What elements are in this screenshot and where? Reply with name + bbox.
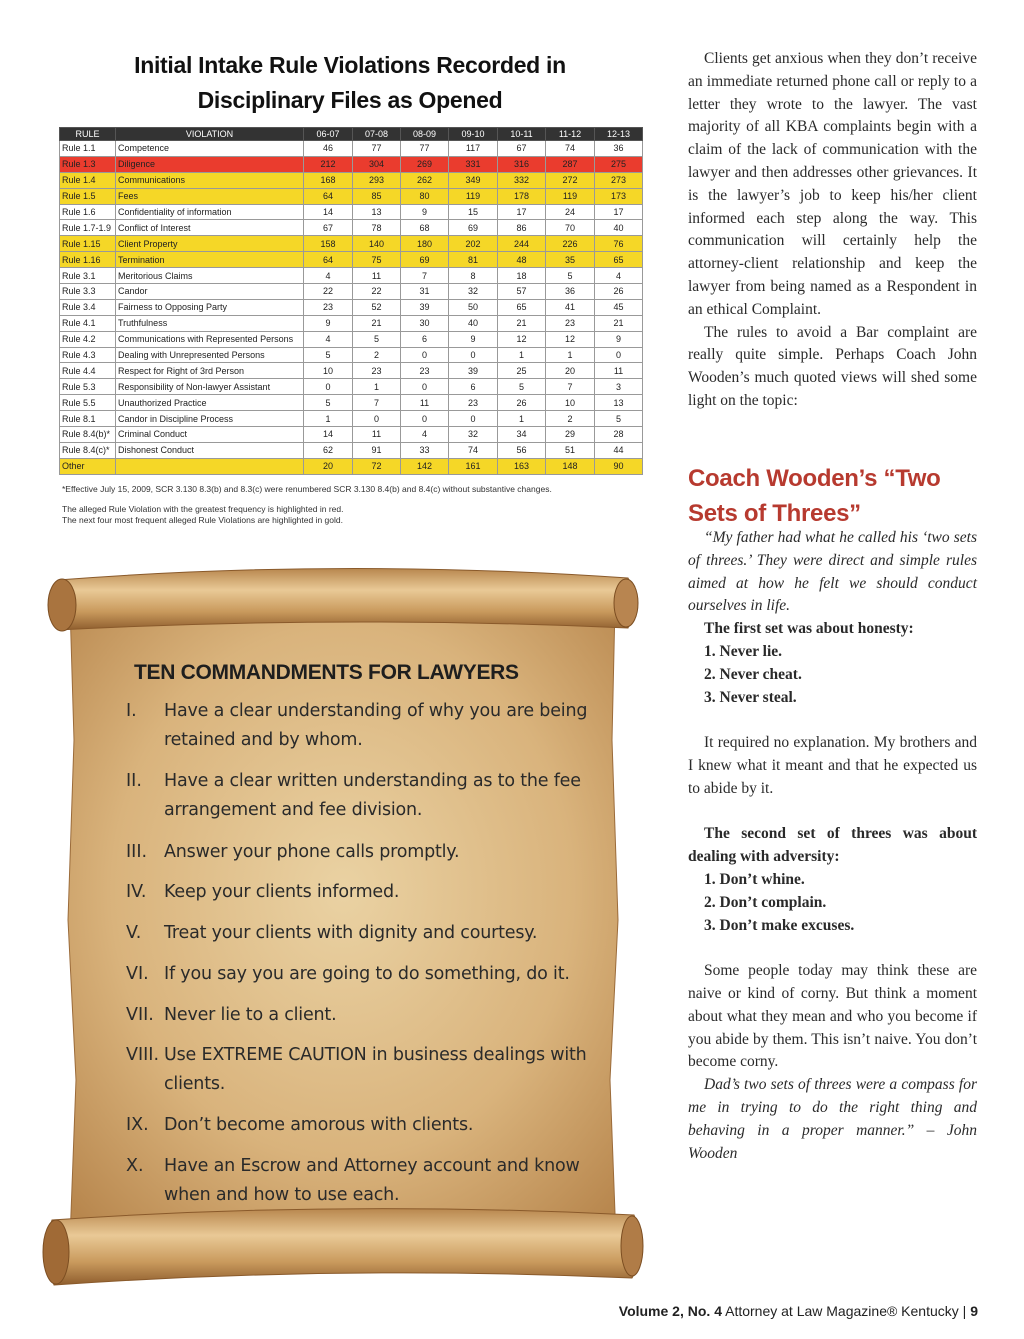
footer-magazine: Attorney at Law Magazine® Kentucky <box>725 1303 959 1319</box>
violations-table <box>59 127 643 475</box>
count-cell: 119 <box>449 188 498 204</box>
rule-cell: Rule 3.1 <box>60 268 116 284</box>
rule-cell: Rule 4.4 <box>60 363 116 379</box>
count-cell: 48 <box>498 252 546 268</box>
count-cell: 3 <box>595 379 643 395</box>
violation-cell: Confidentiality of information <box>116 204 304 220</box>
count-cell: 31 <box>401 284 449 300</box>
count-cell: 168 <box>304 172 353 188</box>
rule-cell: Rule 4.2 <box>60 331 116 347</box>
count-cell: 7 <box>546 379 595 395</box>
count-cell: 26 <box>595 284 643 300</box>
table-row <box>60 172 643 188</box>
count-cell: 244 <box>498 236 546 252</box>
article-paragraph: Clients get anxious when they don’t receive an immediate returned phone call or reply to a letter they wrote to the lawyer. The vast majority of all KBA complaints begin with a claim of the lack of communication with the lawyer and then addresses other grievances. It is the lawyer’s job to keep his/her client informed each step along the way. This communication will certainly help the attorney-client relationship and keep the lawyer from being named as a Respondent in an ethical Complaint. <box>688 50 977 318</box>
count-cell: 67 <box>304 220 353 236</box>
violation-cell: Respect for Right of 3rd Person <box>116 363 304 379</box>
count-cell: 44 <box>595 442 643 458</box>
count-cell: 74 <box>449 442 498 458</box>
count-cell: 32 <box>449 427 498 443</box>
column-header: 06-07 <box>304 128 353 141</box>
count-cell: 64 <box>304 188 353 204</box>
rule-cell: Rule 8.4(b)* <box>60 427 116 443</box>
violation-cell: Candor in Discipline Process <box>116 411 304 427</box>
count-cell: 56 <box>498 442 546 458</box>
set1-item: 3. Never steal. <box>704 688 797 706</box>
count-cell: 331 <box>449 156 498 172</box>
commandment-text: Have a clear understanding of why you are being retained and by whom. <box>164 701 588 750</box>
table-row <box>60 188 643 204</box>
commandment-text: Never lie to a client. <box>164 1005 337 1025</box>
footer-volume: Volume 2, No. 4 <box>618 1303 722 1319</box>
table-row <box>60 299 643 315</box>
count-cell: 11 <box>353 268 401 284</box>
table-notes <box>62 484 652 526</box>
count-cell: 21 <box>595 315 643 331</box>
count-cell: 74 <box>546 141 595 157</box>
table-title-line1: Initial Intake Rule Violations Recorded in <box>134 52 566 78</box>
violation-cell: Competence <box>116 141 304 157</box>
count-cell: 51 <box>546 442 595 458</box>
count-cell: 76 <box>595 236 643 252</box>
count-cell: 10 <box>304 363 353 379</box>
count-cell: 140 <box>353 236 401 252</box>
count-cell: 0 <box>304 379 353 395</box>
commandment-text: Keep your clients informed. <box>164 882 400 902</box>
count-cell: 0 <box>401 379 449 395</box>
count-cell: 173 <box>595 188 643 204</box>
commandment-text: Have an Escrow and Attorney account and know when and how to use each. <box>164 1156 580 1205</box>
count-cell: 161 <box>449 458 498 474</box>
legend-red: The alleged Rule Violation with the greatest frequency is highlighted in red. <box>62 504 344 514</box>
table-row <box>60 220 643 236</box>
count-cell: 7 <box>401 268 449 284</box>
count-cell: 6 <box>449 379 498 395</box>
count-cell: 0 <box>401 347 449 363</box>
rule-cell: Rule 4.3 <box>60 347 116 363</box>
violation-cell: Meritorious Claims <box>116 268 304 284</box>
count-cell: 57 <box>498 284 546 300</box>
count-cell: 1 <box>498 347 546 363</box>
count-cell: 4 <box>304 331 353 347</box>
count-cell: 77 <box>353 141 401 157</box>
count-cell: 262 <box>401 172 449 188</box>
column-header: 11-12 <box>546 128 595 141</box>
count-cell: 30 <box>401 315 449 331</box>
table-row <box>60 204 643 220</box>
footer-separator: | <box>962 1303 967 1319</box>
column-header: RULE <box>60 128 116 141</box>
count-cell: 2 <box>353 347 401 363</box>
commandment-number: II. <box>126 771 142 791</box>
count-cell: 40 <box>449 315 498 331</box>
count-cell: 36 <box>546 284 595 300</box>
count-cell: 75 <box>353 252 401 268</box>
count-cell: 24 <box>546 204 595 220</box>
table-row <box>60 141 643 157</box>
column-header: 08-09 <box>401 128 449 141</box>
count-cell: 17 <box>498 204 546 220</box>
count-cell: 77 <box>401 141 449 157</box>
count-cell: 91 <box>353 442 401 458</box>
violation-cell: Dealing with Unrepresented Persons <box>116 347 304 363</box>
count-cell: 158 <box>304 236 353 252</box>
violation-cell: Criminal Conduct <box>116 427 304 443</box>
column-header: 09-10 <box>449 128 498 141</box>
count-cell: 23 <box>401 363 449 379</box>
count-cell: 40 <box>595 220 643 236</box>
violation-cell: Communications with Represented Persons <box>116 331 304 347</box>
count-cell: 85 <box>353 188 401 204</box>
table-row <box>60 284 643 300</box>
count-cell: 1 <box>353 379 401 395</box>
count-cell: 65 <box>498 299 546 315</box>
table-row <box>60 427 643 443</box>
commandment-text: Use EXTREME CAUTION in business dealings with clients. <box>164 1045 587 1094</box>
count-cell: 0 <box>401 411 449 427</box>
rule-cell: Rule 3.4 <box>60 299 116 315</box>
set2-item: 2. Don’t complain. <box>704 893 827 911</box>
count-cell: 90 <box>595 458 643 474</box>
violation-cell: Diligence <box>116 156 304 172</box>
rule-cell: Rule 1.5 <box>60 188 116 204</box>
rule-cell: Rule 1.1 <box>60 141 116 157</box>
rule-cell: Rule 5.5 <box>60 395 116 411</box>
violation-cell: Unauthorized Practice <box>116 395 304 411</box>
count-cell: 20 <box>546 363 595 379</box>
count-cell: 46 <box>304 141 353 157</box>
violation-cell <box>116 458 304 474</box>
count-cell: 269 <box>401 156 449 172</box>
rule-cell: Rule 3.3 <box>60 284 116 300</box>
count-cell: 11 <box>353 427 401 443</box>
count-cell: 32 <box>449 284 498 300</box>
count-cell: 12 <box>546 331 595 347</box>
count-cell: 332 <box>498 172 546 188</box>
count-cell: 23 <box>304 299 353 315</box>
count-cell: 39 <box>401 299 449 315</box>
count-cell: 23 <box>353 363 401 379</box>
count-cell: 0 <box>595 347 643 363</box>
count-cell: 28 <box>595 427 643 443</box>
count-cell: 272 <box>546 172 595 188</box>
rule-cell: Other <box>60 458 116 474</box>
count-cell: 14 <box>304 204 353 220</box>
wooden-quote <box>688 527 977 1165</box>
count-cell: 11 <box>595 363 643 379</box>
count-cell: 178 <box>498 188 546 204</box>
commandment-text: Don’t become amorous with clients. <box>164 1115 474 1135</box>
quote-closing: Dad’s two sets of threes were a compass for me in trying to do the right thing and behaving in a proper manner.” – John Wooden <box>688 1076 977 1162</box>
count-cell: 62 <box>304 442 353 458</box>
table-row <box>60 315 643 331</box>
count-cell: 6 <box>401 331 449 347</box>
count-cell: 34 <box>498 427 546 443</box>
count-cell: 4 <box>401 427 449 443</box>
count-cell: 67 <box>498 141 546 157</box>
count-cell: 18 <box>498 268 546 284</box>
count-cell: 33 <box>401 442 449 458</box>
count-cell: 14 <box>304 427 353 443</box>
set2-item: 3. Don’t make excuses. <box>704 916 855 934</box>
table-row <box>60 236 643 252</box>
count-cell: 304 <box>353 156 401 172</box>
count-cell: 41 <box>546 299 595 315</box>
column-header: 07-08 <box>353 128 401 141</box>
count-cell: 64 <box>304 252 353 268</box>
count-cell: 25 <box>498 363 546 379</box>
count-cell: 69 <box>401 252 449 268</box>
count-cell: 119 <box>546 188 595 204</box>
count-cell: 0 <box>449 411 498 427</box>
violation-cell: Dishonest Conduct <box>116 442 304 458</box>
violation-cell: Communications <box>116 172 304 188</box>
count-cell: 226 <box>546 236 595 252</box>
commandment-text: Treat your clients with dignity and courtesy. <box>164 923 538 943</box>
violation-cell: Client Property <box>116 236 304 252</box>
count-cell: 80 <box>401 188 449 204</box>
count-cell: 4 <box>304 268 353 284</box>
count-cell: 78 <box>353 220 401 236</box>
count-cell: 9 <box>304 315 353 331</box>
commandment-number: IV. <box>126 882 147 902</box>
commandment-number: VII. <box>126 1005 154 1025</box>
count-cell: 10 <box>546 395 595 411</box>
table-row <box>60 363 643 379</box>
count-cell: 12 <box>498 331 546 347</box>
rule-cell: Rule 4.1 <box>60 315 116 331</box>
rule-cell: Rule 8.1 <box>60 411 116 427</box>
count-cell: 117 <box>449 141 498 157</box>
count-cell: 212 <box>304 156 353 172</box>
count-cell: 202 <box>449 236 498 252</box>
count-cell: 5 <box>304 347 353 363</box>
count-cell: 275 <box>595 156 643 172</box>
count-cell: 35 <box>546 252 595 268</box>
count-cell: 0 <box>353 411 401 427</box>
count-cell: 7 <box>353 395 401 411</box>
table-row <box>60 331 643 347</box>
rule-cell: Rule 1.4 <box>60 172 116 188</box>
count-cell: 39 <box>449 363 498 379</box>
count-cell: 9 <box>401 204 449 220</box>
table-title-line2: Disciplinary Files as Opened <box>197 87 503 113</box>
table-header-row <box>60 128 643 141</box>
table-row <box>60 268 643 284</box>
rule-cell: Rule 1.7-1.9 <box>60 220 116 236</box>
count-cell: 23 <box>449 395 498 411</box>
count-cell: 5 <box>304 395 353 411</box>
table-row <box>60 411 643 427</box>
article-paragraph: The rules to avoid a Bar complaint are really quite simple. Perhaps Coach John Wooden’s much quoted views will shed some light on the topic: <box>688 323 977 409</box>
commandment-text: Answer your phone calls promptly. <box>164 842 460 862</box>
count-cell: 5 <box>353 331 401 347</box>
commandments-title: TEN COMMANDMENTS FOR LAWYERS <box>134 661 519 684</box>
commandment-number: VI. <box>126 964 149 984</box>
violation-cell: Termination <box>116 252 304 268</box>
commandment-number: V. <box>126 923 142 943</box>
section-heading: Coach Wooden’s “Two Sets of Threes” <box>688 465 941 527</box>
table-row <box>60 379 643 395</box>
article-intro <box>688 48 977 413</box>
count-cell: 180 <box>401 236 449 252</box>
count-cell: 2 <box>546 411 595 427</box>
count-cell: 17 <box>595 204 643 220</box>
count-cell: 50 <box>449 299 498 315</box>
count-cell: 70 <box>546 220 595 236</box>
table-row <box>60 347 643 363</box>
count-cell: 287 <box>546 156 595 172</box>
count-cell: 26 <box>498 395 546 411</box>
count-cell: 13 <box>353 204 401 220</box>
set2-explanation: Some people today may think these are naive or kind of corny. But think a moment about what they mean and who you become if you abide by them. This isn’t naive. You don’t become corny. <box>688 962 977 1071</box>
rule-cell: Rule 1.3 <box>60 156 116 172</box>
count-cell: 81 <box>449 252 498 268</box>
count-cell: 22 <box>353 284 401 300</box>
violation-cell: Fees <box>116 188 304 204</box>
count-cell: 72 <box>353 458 401 474</box>
set2-item: 1. Don’t whine. <box>704 870 805 888</box>
set1-item: 1. Never lie. <box>704 642 783 660</box>
table-row <box>60 458 643 474</box>
count-cell: 9 <box>449 331 498 347</box>
table-footnote: *Effective July 15, 2009, SCR 3.130 8.3(b) and 8.3(c) were renumbered SCR 3.130 8.4(b) and 8.4(c) without substantive changes. <box>62 484 552 494</box>
set2-title: The second set of threes was about dealing with adversity: <box>688 825 977 866</box>
violation-cell: Fairness to Opposing Party <box>116 299 304 315</box>
count-cell: 69 <box>449 220 498 236</box>
violation-cell: Candor <box>116 284 304 300</box>
rule-cell: Rule 1.16 <box>60 252 116 268</box>
table-row <box>60 252 643 268</box>
count-cell: 293 <box>353 172 401 188</box>
count-cell: 29 <box>546 427 595 443</box>
table-body <box>60 141 643 475</box>
column-header: 12-13 <box>595 128 643 141</box>
commandment-text: If you say you are going to do something, do it. <box>164 964 570 984</box>
count-cell: 13 <box>595 395 643 411</box>
count-cell: 1 <box>546 347 595 363</box>
count-cell: 52 <box>353 299 401 315</box>
table-title <box>90 48 610 118</box>
count-cell: 0 <box>449 347 498 363</box>
commandment-number: I. <box>126 701 137 721</box>
count-cell: 1 <box>304 411 353 427</box>
count-cell: 4 <box>595 268 643 284</box>
count-cell: 20 <box>304 458 353 474</box>
count-cell: 142 <box>401 458 449 474</box>
count-cell: 22 <box>304 284 353 300</box>
commandment-number: III. <box>126 842 148 862</box>
rule-cell: Rule 8.4(c)* <box>60 442 116 458</box>
set1-item: 2. Never cheat. <box>704 665 802 683</box>
count-cell: 23 <box>546 315 595 331</box>
count-cell: 8 <box>449 268 498 284</box>
commandment-text: Have a clear written understanding as to the fee arrangement and fee division. <box>164 771 581 820</box>
count-cell: 349 <box>449 172 498 188</box>
violation-cell: Responsibility of Non-lawyer Assistant <box>116 379 304 395</box>
count-cell: 5 <box>546 268 595 284</box>
count-cell: 21 <box>498 315 546 331</box>
count-cell: 5 <box>498 379 546 395</box>
count-cell: 45 <box>595 299 643 315</box>
count-cell: 273 <box>595 172 643 188</box>
footer-page-number: 9 <box>970 1303 978 1319</box>
set1-title: The first set was about honesty: <box>704 620 914 638</box>
commandment-number: VIII. <box>126 1045 160 1065</box>
table-row <box>60 395 643 411</box>
column-header: 10-11 <box>498 128 546 141</box>
count-cell: 65 <box>595 252 643 268</box>
count-cell: 68 <box>401 220 449 236</box>
quote-intro: “My father had what he called his ‘two sets of threes.’ They were direct and simple rules aimed at how he felt we should conduct ourselves in life. <box>688 529 977 615</box>
count-cell: 9 <box>595 331 643 347</box>
rule-cell: Rule 5.3 <box>60 379 116 395</box>
count-cell: 148 <box>546 458 595 474</box>
count-cell: 1 <box>498 411 546 427</box>
count-cell: 21 <box>353 315 401 331</box>
commandment-number: X. <box>126 1156 144 1176</box>
count-cell: 86 <box>498 220 546 236</box>
count-cell: 36 <box>595 141 643 157</box>
count-cell: 11 <box>401 395 449 411</box>
rule-cell: Rule 1.6 <box>60 204 116 220</box>
violation-cell: Conflict of Interest <box>116 220 304 236</box>
count-cell: 5 <box>595 411 643 427</box>
table-row <box>60 442 643 458</box>
page-footer <box>619 1303 978 1319</box>
violation-cell: Truthfulness <box>116 315 304 331</box>
column-header: VIOLATION <box>116 128 304 141</box>
count-cell: 316 <box>498 156 546 172</box>
table-row <box>60 156 643 172</box>
count-cell: 15 <box>449 204 498 220</box>
set1-explanation: It required no explanation. My brothers and I knew what it meant and that he expected us to abide by it. <box>688 734 977 797</box>
rule-cell: Rule 1.15 <box>60 236 116 252</box>
legend-gold: The next four most frequent alleged Rule Violations are highlighted in gold. <box>62 515 343 525</box>
count-cell: 163 <box>498 458 546 474</box>
commandment-number: IX. <box>126 1115 149 1135</box>
